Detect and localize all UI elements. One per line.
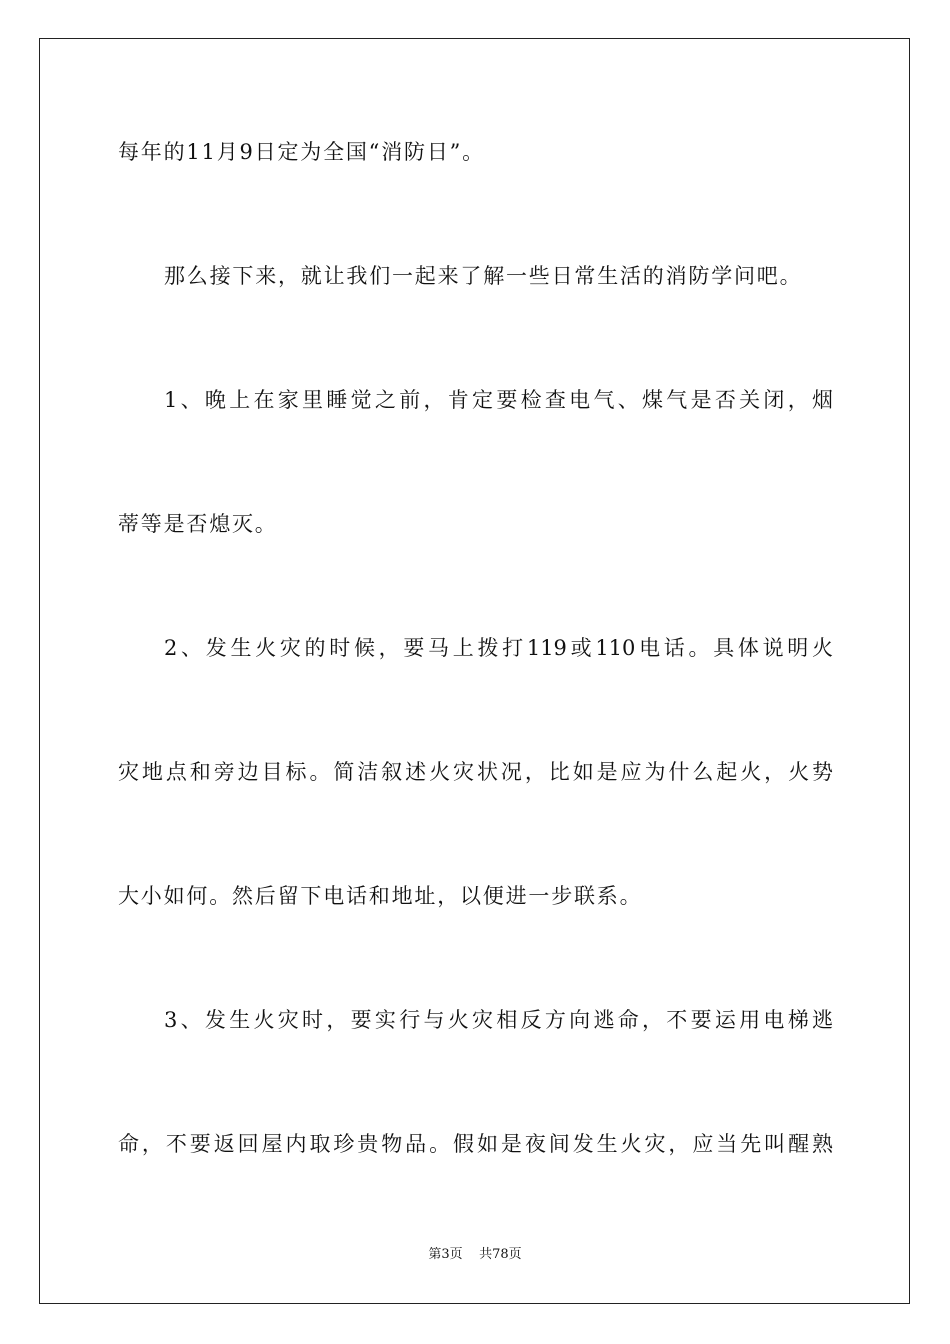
body-line-8: 3、发生火灾时，要实行与火灾相反方向逃命，不要运用电梯逃 xyxy=(164,1008,833,1032)
page-number: 第3页 xyxy=(428,1247,463,1262)
body-line-3: 1、晚上在家里睡觉之前，肯定要检查电气、煤气是否关闭，烟 xyxy=(164,388,833,412)
body-line-9: 命，不要返回屋内取珍贵物品。假如是夜间发生火灾，应当先叫醒熟 xyxy=(118,1132,833,1156)
body-line-6: 灾地点和旁边目标。简洁叙述火灾状况，比如是应为什么起火，火势 xyxy=(118,760,833,784)
body-line-5: 2、发生火灾的时候，要马上拨打119或110电话。具体说明火 xyxy=(164,636,833,660)
body-line-1: 每年的11月9日定为全国“消防日”。 xyxy=(118,140,485,164)
body-line-2: 那么接下来，就让我们一起来了解一些日常生活的消防学问吧。 xyxy=(164,264,803,288)
body-line-4: 蒂等是否熄灭。 xyxy=(118,512,278,536)
page-border xyxy=(39,38,910,1304)
page-footer xyxy=(0,1245,950,1265)
body-line-7: 大小如何。然后留下电话和地址，以便进一步联系。 xyxy=(118,884,643,908)
page-total: 共78页 xyxy=(479,1247,522,1262)
